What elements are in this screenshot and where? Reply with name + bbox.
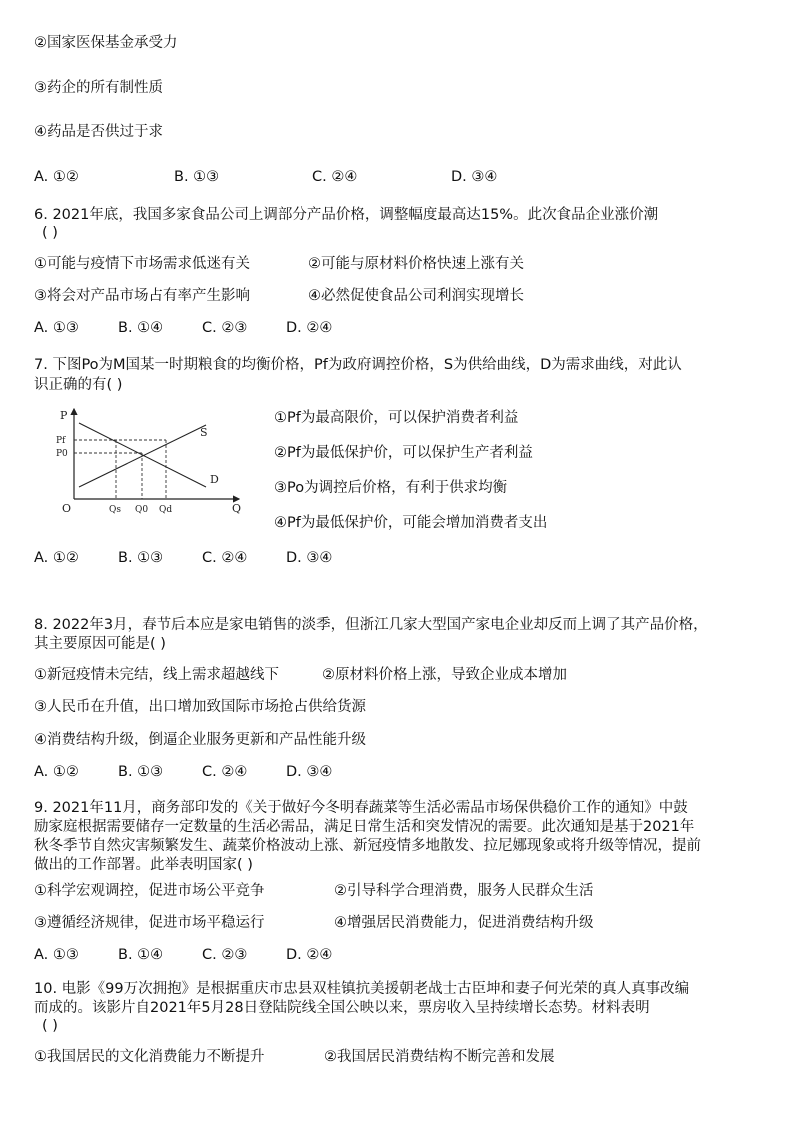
q7-answer-b: B. ①③ — [118, 550, 164, 566]
q8-answer-a: A. ①② — [34, 764, 79, 780]
q7-option-4: ④Pf为最低保护价，可能会增加消费者支出 — [274, 515, 548, 531]
q10-stem-line-3: ( ) — [42, 1018, 58, 1034]
q7-option-3: ③Po为调控后价格，有利于供求均衡 — [274, 480, 508, 496]
q8-option-1: ①新冠疫情未完结，线上需求超越线下 — [34, 667, 279, 683]
q10-stem-line-2: 而成的。该影片自2021年5月28日登陆院线全国公映以来，票房收入呈持续增长态势。材料表明 — [34, 1000, 650, 1016]
q9-stem-line-1: 9. 2021年11月，商务部印发的《关于做好今冬明春蔬菜等生活必需品市场保供稳价工作的通知》中鼓 — [34, 800, 688, 816]
q-label: Q — [232, 502, 242, 515]
q6-answer-b: B. ①④ — [118, 320, 164, 336]
q7-answer-d: D. ③④ — [286, 550, 333, 566]
qd-label: Qd — [159, 505, 173, 515]
q9-stem-line-2: 励家庭根据需要储存一定数量的生活必需品，满足日常生活和突发情况的需要。此次通知是基于2021年 — [34, 819, 695, 835]
q6-answer-c: C. ②③ — [202, 320, 248, 336]
q5-answer-a: A. ①② — [34, 169, 79, 185]
q10-option-2: ②我国居民消费结构不断完善和发展 — [324, 1049, 555, 1065]
q6-option-4: ④必然促使食品公司利润实现增长 — [308, 288, 524, 304]
q7-option-2: ②Pf为最低保护价，可以保护生产者利益 — [274, 445, 533, 461]
q5-answer-b: B. ①③ — [174, 169, 220, 185]
q7-option-1: ①Pf为最高限价，可以保护消费者利益 — [274, 410, 519, 426]
d-label: D — [210, 473, 219, 486]
q0-label: Q0 — [135, 505, 149, 515]
q9-option-1: ①科学宏观调控，促进市场公平竞争 — [34, 883, 265, 899]
q9-answer-b: B. ①④ — [118, 947, 164, 963]
q6-stem-line-2: ( ) — [42, 225, 58, 241]
q5-option-4: ④药品是否供过于求 — [34, 124, 163, 140]
q9-option-2: ②引导科学合理消费，服务人民群众生活 — [334, 883, 594, 899]
pf-label: Pf — [56, 436, 66, 446]
q10-option-1: ①我国居民的文化消费能力不断提升 — [34, 1049, 265, 1065]
q9-option-3: ③遵循经济规律，促进市场平稳运行 — [34, 915, 265, 931]
q7-answer-a: A. ①② — [34, 550, 79, 566]
p0-label: P0 — [56, 449, 68, 459]
origin-label: O — [62, 502, 72, 515]
q8-stem-line-1: 8. 2022年3月，春节后本应是家电销售的淡季，但浙江几家大型国产家电企业却反而上调了其产品价格， — [34, 617, 708, 633]
q9-answer-d: D. ②④ — [286, 947, 333, 963]
q5-option-3: ③药企的所有制性质 — [34, 80, 163, 96]
q8-option-4: ④消费结构升级，倒逼企业服务更新和产品性能升级 — [34, 732, 366, 748]
q5-answer-d: D. ③④ — [451, 169, 498, 185]
q8-answer-d: D. ③④ — [286, 764, 333, 780]
q9-stem-line-3: 秋冬季节自然灾害频繁发生、蔬菜价格波动上涨、新冠疫情多地散发、拉尼娜现象或将升级等情况，提前 — [34, 838, 701, 854]
q8-answer-b: B. ①③ — [118, 764, 164, 780]
q6-answer-a: A. ①③ — [34, 320, 79, 336]
q9-answer-a: A. ①③ — [34, 947, 79, 963]
q10-stem-line-1: 10. 电影《99万次拥抱》是根据重庆市忠县双桂镇抗美援朝老战士古臣坤和妻子何光荣的真人真事改编 — [34, 981, 690, 997]
q9-answer-c: C. ②③ — [202, 947, 248, 963]
q7-stem-line-1: 7. 下图Po为M国某一时期粮食的均衡价格，Pf为政府调控价格，S为供给曲线，D为需求曲线，对此认 — [34, 357, 682, 373]
q8-stem-line-2: 其主要原因可能是( ) — [34, 636, 166, 652]
q7-stem-line-2: 识正确的有( ) — [34, 377, 123, 393]
p-label: P — [60, 409, 68, 422]
q5-answer-c: C. ②④ — [312, 169, 358, 185]
supply-demand-graph — [34, 405, 284, 517]
q5-option-2: ②国家医保基金承受力 — [34, 35, 178, 51]
q6-option-2: ②可能与原材料价格快速上涨有关 — [308, 256, 524, 272]
q6-stem-line-1: 6. 2021年底，我国多家食品公司上调部分产品价格，调整幅度最高达15%。此次食品企业涨价潮 — [34, 207, 659, 223]
s-label: S — [200, 426, 208, 439]
q6-option-3: ③将会对产品市场占有率产生影响 — [34, 288, 250, 304]
q7-answer-c: C. ②④ — [202, 550, 248, 566]
q6-option-1: ①可能与疫情下市场需求低迷有关 — [34, 256, 250, 272]
qs-label: Qs — [109, 505, 121, 515]
q8-option-2: ②原材料价格上涨，导致企业成本增加 — [322, 667, 567, 683]
q6-answer-d: D. ②④ — [286, 320, 333, 336]
q8-answer-c: C. ②④ — [202, 764, 248, 780]
q8-option-3: ③人民币在升值，出口增加致国际市场抢占供给货源 — [34, 699, 366, 715]
q9-stem-line-4: 做出的工作部署。此举表明国家( ) — [34, 857, 253, 873]
q9-option-4: ④增强居民消费能力，促进消费结构升级 — [334, 915, 594, 931]
